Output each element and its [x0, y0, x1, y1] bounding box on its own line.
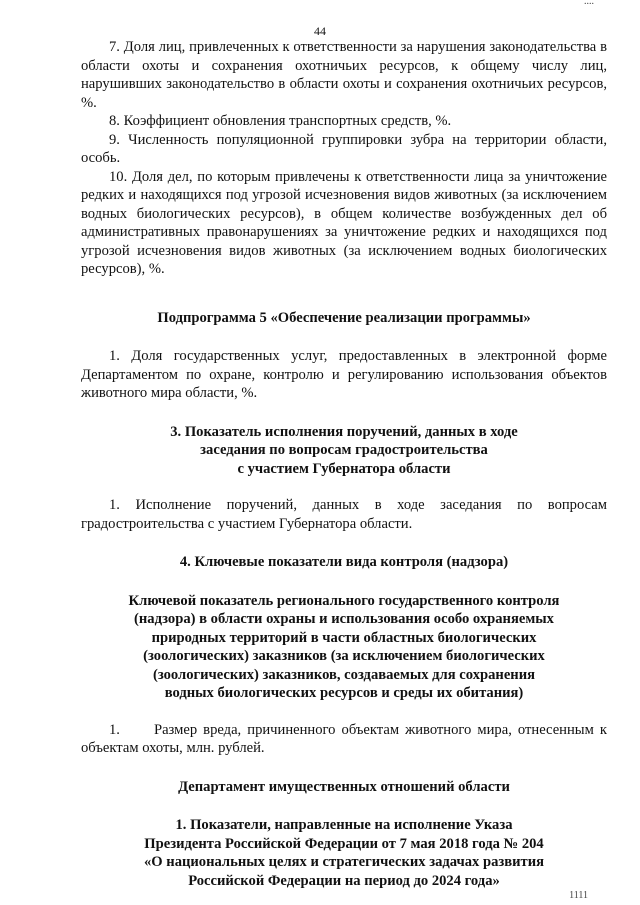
- department-section-1-line-3: «О национальных целях и стратегических задачах развития: [143, 854, 544, 870]
- section-4-item-text: Размер вреда, причиненного объектам животного мира, отнесенным к объектам охоты, млн. рублей.: [81, 721, 607, 756]
- section-3-heading-line-2: заседания по вопросам градостроительства: [200, 442, 488, 458]
- subprogram-5-heading: Подпрограмма 5 «Обеспечение реализации программы»: [157, 309, 531, 326]
- section-4-heading: 4. Ключевые показатели вида контроля (надзора): [179, 554, 509, 570]
- section-4-subheading-line-1: Ключевой показатель регионального государственного контроля: [128, 592, 560, 609]
- page-content: [81, 38, 607, 890]
- department-section-1-line-2: Президента Российской Федерации от 7 мая 2018 года № 204: [144, 835, 544, 852]
- section-4-subheading-line-3: природных территорий в части областных биологических: [151, 629, 537, 646]
- paragraph-item-7: 7. Доля лиц, привлеченных к ответственности за нарушения законодательства в области охоты и сохранения охотничьих ресурсов, к общему числу лиц, нарушивших законодательство в области охоты и сохранения охотничьих ресурсов, %.: [81, 39, 607, 111]
- section-4-subheading-line-6: водных биологических ресурсов и среды их обитания): [164, 685, 524, 701]
- section-3-item: 1. Исполнение поручений, данных в ходе заседания по вопросам градостроительства с участием Губернатора области.: [81, 497, 607, 532]
- paragraph-item-8: 8. Коэффициент обновления транспортных средств, %.: [109, 113, 452, 129]
- section-3-heading-line-1: 3. Показатель исполнения поручений, данных в ходе: [170, 423, 518, 440]
- paragraph-item-10: 10. Доля дел, по которым привлечены к ответственности лица за уничтожение редких и находящихся под угрозой исчезновения видов животных (за исключением водных биологических ресурсов), в общем количестве возбужденных дел об административных правонарушениях за уничтожение редких и находящихся под угрозой исчезновения видов животных (за исключением водных биологических ресурсов), %.: [81, 168, 607, 277]
- subprogram-5-item: 1. Доля государственных услуг, предоставленных в электронной форме Департаментом по охране, контролю и регулированию использования объектов животного мира области, %.: [81, 348, 607, 401]
- section-3-heading-line-3: с участием Губернатора области: [237, 460, 451, 477]
- section-4-subheading-line-4: (зоологических) заказников (за исключением биологических: [143, 648, 545, 664]
- department-section-1-line-1: 1. Показатели, направленные на исполнение Указа: [175, 817, 513, 833]
- department-section-1-line-4: Российской Федерации на период до 2024 года»: [188, 872, 500, 889]
- section-4-item-number: 1.: [109, 721, 120, 738]
- page-number: 44: [314, 24, 326, 38]
- department-heading: Департамент имущественных отношений области: [178, 778, 510, 795]
- section-4-subheading-line-5: (зоологических) заказников, создаваемых для сохранения: [152, 666, 536, 683]
- section-4-item: [81, 721, 607, 758]
- paragraph-item-9: 9. Численность популяционной группировки зубра на территории области, особь.: [81, 131, 607, 166]
- bottom-corner-mark: 1111: [569, 890, 588, 901]
- section-4-subheading-line-2: (надзора) в области охраны и использования особо охраняемых: [134, 611, 554, 627]
- top-corner-mark: ....: [584, 0, 594, 7]
